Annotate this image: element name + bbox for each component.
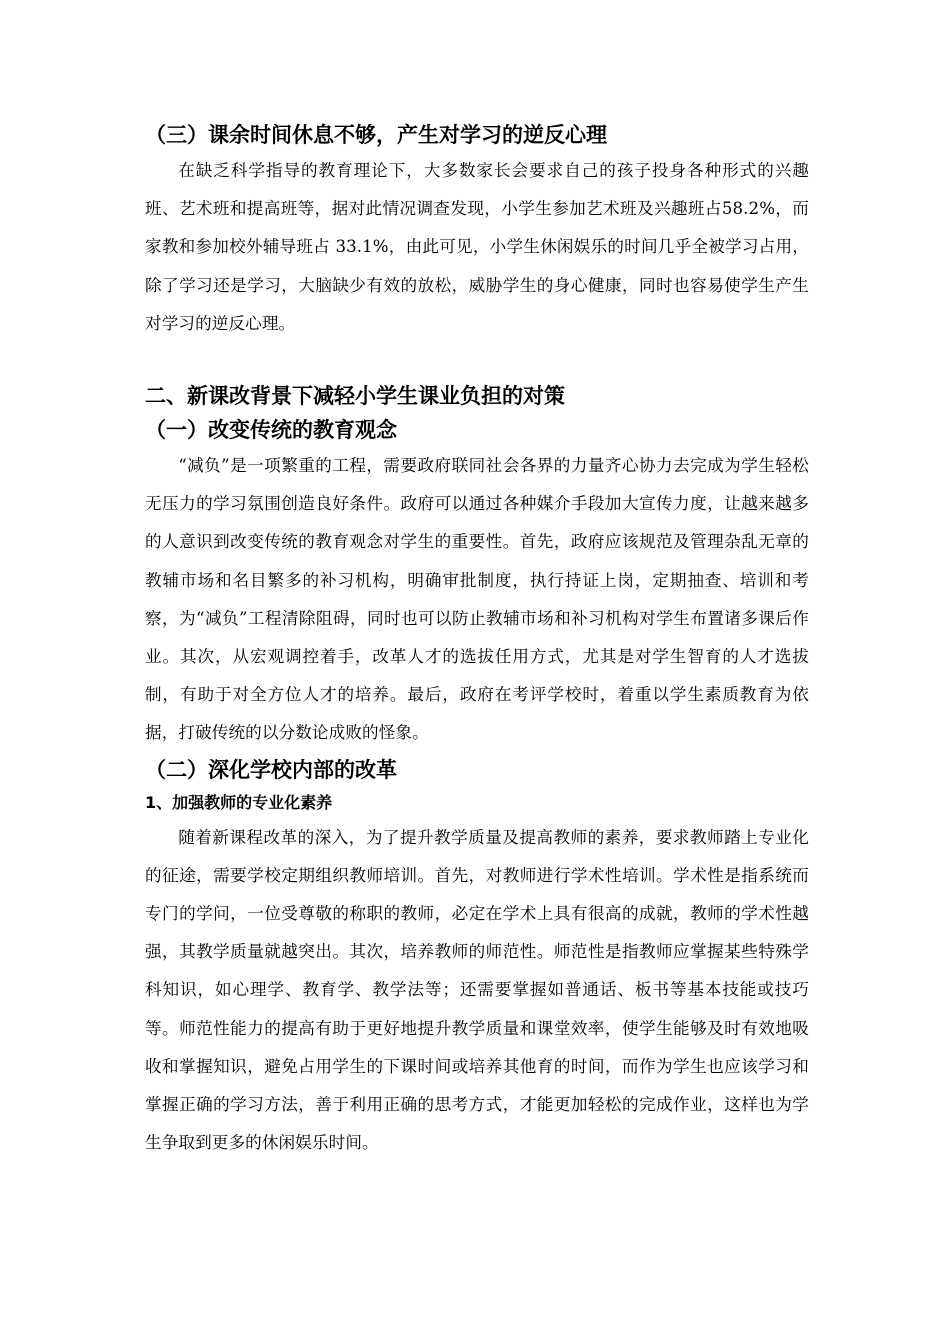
section-heading-1-3: （三）课余时间休息不够，产生对学习的逆反心理 — [145, 123, 607, 147]
section-paragraph-2-2-1: 随着新课程改革的深入，为了提升教学质量及提高教师的素养，要求教师踏上专业化的征途，需要学校定期组织教师培训。首先，对教师进行学术性培训。学术性是指系统而专门的学问，一位受尊敬的称职的教师，必定在学术上具有很高的成就，教师的学术性越强，其教学质量就越突出。其次，培养教师的师范性。师范性是指教师应掌握某些特殊学科知识，如心理学、教育学、教学法等；还需要掌握如普通话、板书等基本技能或技巧等。师范性能力的提高有助于更好地提升教学质量和课堂效率，使学生能够及时有效地吸收和掌握知识，避免占用学生的下课时间或培养其他育的时间，而作为学生也应该学习和掌握正确的学习方法，善于利用正确的思考方式，才能更加轻松的完成作业，这样也为学生争取到更多的休闲娱乐时间。 — [145, 827, 809, 1153]
section-heading-2-1: （一）改变传统的教育观念 — [145, 418, 397, 443]
section-heading-2-2-1: 1、加强教师的专业化素养 — [145, 792, 333, 812]
document-body — [145, 118, 809, 1162]
section-heading-2: 二、新课改背景下减轻小学生课业负担的对策 — [145, 384, 565, 409]
section-spacer — [145, 343, 809, 379]
section-paragraph-2-1: “减负”是一项繁重的工程，需要政府联同社会各界的力量齐心协力去完成为学生轻松无压力的学习氛围创造良好条件。政府可以通过各种媒介手段加大宣传力度，让越来越多的人意识到改变传统的教育观念对学生的重要性。首先，政府应该规范及管理杂乱无章的教辅市场和名目繁多的补习机构，明确审批制度，执行持证上岗，定期抽查、培训和考察，为“减负”工程清除阻碍，同时也可以防止教辅市场和补习机构对学生布置诸多课后作业。其次，从宏观调控着手，改革人才的选拔任用方式，尤其是对学生智育的人才选拔制，有助于对全方位人才的培养。最后，政府在考评学校时，着重以学生素质教育为依据，打破传统的以分数论成败的怪象。 — [145, 456, 809, 743]
section-paragraph-1-3: 在缺乏科学指导的教育理论下，大多数家长会要求自己的孩子投身各种形式的兴趣班、艺术班和提高班等，据对此情况调查发现，小学生参加艺术班及兴趣班占58.2%，而家教和参加校外辅导班占 33.1%，由此可见，小学生休闲娱乐的时间几乎全被学习占用，除了学习还是学习，大脑缺少有效的放松，威胁学生的身心健康，同时也容易使学生产生对学习的逆反心理。 — [145, 161, 809, 333]
section-heading-2-2: （二）深化学校内部的改革 — [145, 757, 397, 782]
